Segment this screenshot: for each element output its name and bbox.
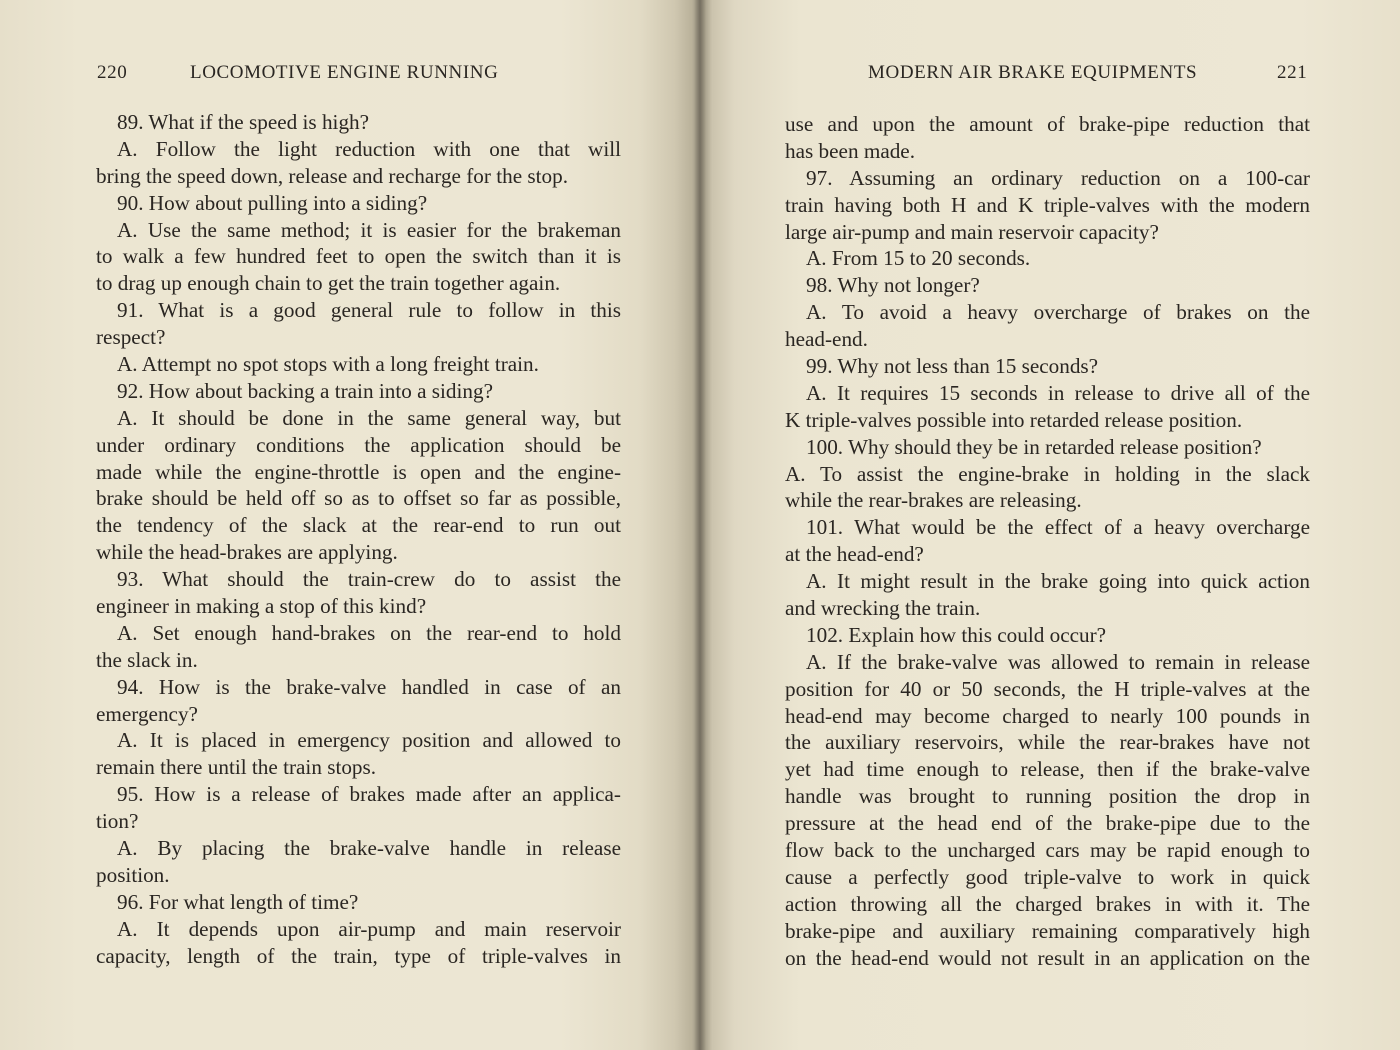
text-line: 89. What if the speed is high? [117,110,370,134]
text-line: position. [96,862,170,887]
text-line: under ordinary conditions the application should be [96,432,621,457]
text-line: engineer in making a stop of this kind? [96,594,427,619]
text-line: action throwing all the charged brakes in with it. The [785,891,1310,916]
text-line: 93. What should the train-crew do to assist the [117,567,621,592]
text-line: 92. How about backing a train into a siding? [117,378,493,403]
text-line: A. To avoid a heavy overcharge of brakes on the [806,300,1310,325]
text-line: emergency? [96,701,198,726]
text-line: large air-pump and main reservoir capacity? [785,219,1159,244]
text-line: 94. How is the brake-valve handled in case of an [117,674,621,699]
text-line: to walk a few hundred feet to open the switch than it is [96,244,621,269]
text-line: and wrecking the train. [785,596,981,621]
text-line: the auxiliary reservoirs, while the rear-brakes have not [785,730,1310,755]
text-line: 95. How is a release of brakes made after an applica- [117,782,621,807]
text-line: brake should be held off so as to offset so far as possible, [96,486,621,511]
text-line: A. From 15 to 20 seconds. [806,246,1031,271]
text-line: A. It might result in the brake going into quick action [806,569,1310,594]
text-line: yet had time enough to release, then if the brake-valve [785,757,1310,782]
text-line: at the head-end? [785,542,924,567]
text-line: tion? [96,809,139,834]
right-page [700,0,1400,1050]
text-line: cause a perfectly good triple-valve to work in quick [785,864,1310,889]
text-line: the slack in. [96,647,198,672]
page-number: 220 [97,62,128,83]
text-line: A. It should be done in the same general way, but [117,405,621,430]
text-line: made while the engine-throttle is open and the engine- [96,459,621,484]
text-line: position for 40 or 50 seconds, the H triple-valves at the [785,676,1310,701]
text-line: bring the speed down, release and recharge for the stop. [96,163,569,188]
text-line: 91. What is a good general rule to follow in this [117,298,621,323]
page-body [785,111,1310,972]
text-line: while the rear-brakes are releasing. [785,488,1082,513]
text-line: has been made. [785,138,916,163]
text-line: K triple-valves possible into retarded release position. [785,407,1243,432]
text-line: the tendency of the slack at the rear-end to run out [96,513,621,538]
text-line: brake-pipe and auxiliary remaining comparatively high [785,918,1310,943]
text-line: on the head-end would not result in an application on the [785,945,1310,970]
text-line: A. It depends upon air-pump and main reservoir [117,916,621,941]
text-line: to drag up enough chain to get the train together again. [96,271,561,296]
text-line: head-end may become charged to nearly 100 pounds in [785,703,1310,728]
text-line: A. It is placed in emergency position and allowed to [117,728,621,753]
text-line: 96. For what length of time? [117,889,359,914]
text-line: train having both H and K triple-valves with the modern [785,192,1310,217]
text-line: 101. What would be the effect of a heavy overcharge [806,515,1310,540]
text-line: use and upon the amount of brake-pipe reduction that [785,112,1310,136]
text-line: respect? [96,325,166,350]
page-body [96,109,621,970]
text-line: A. To assist the engine-brake in holding in the slack [785,461,1310,486]
text-line: while the head-brakes are applying. [96,540,398,565]
text-line: flow back to the uncharged cars may be rapid enough to [785,838,1310,863]
text-line: A. It requires 15 seconds in release to drive all of the [806,380,1310,405]
text-line: capacity, length of the train, type of triple-valves in [96,943,621,968]
text-line: 100. Why should they be in retarded release position? [806,434,1262,459]
running-title: MODERN AIR BRAKE EQUIPMENTS [868,62,1198,83]
text-line: 98. Why not longer? [806,273,980,298]
text-line: remain there until the train stops. [96,755,377,780]
text-line: 97. Assuming an ordinary reduction on a 100-car [806,165,1310,190]
text-line: pressure at the head end of the brake-pipe due to the [785,811,1310,836]
text-line: A. By placing the brake-valve handle in release [117,836,621,861]
text-line: A. If the brake-valve was allowed to remain in release [806,649,1310,674]
text-line: 99. Why not less than 15 seconds? [806,354,1099,379]
text-line: A. Set enough hand-brakes on the rear-end to hold [117,620,621,645]
text-line: 90. How about pulling into a siding? [117,190,428,215]
running-title: LOCOMOTIVE ENGINE RUNNING [190,62,499,83]
text-line: handle was brought to running position the drop in [785,784,1310,809]
text-line: 102. Explain how this could occur? [806,622,1107,647]
text-line: A. Follow the light reduction with one that will [117,136,621,161]
text-line: head-end. [785,327,868,352]
page-number: 221 [1277,62,1308,83]
text-line: A. Attempt no spot stops with a long freight train. [117,352,539,377]
text-line: A. Use the same method; it is easier for the brakeman [117,217,621,242]
